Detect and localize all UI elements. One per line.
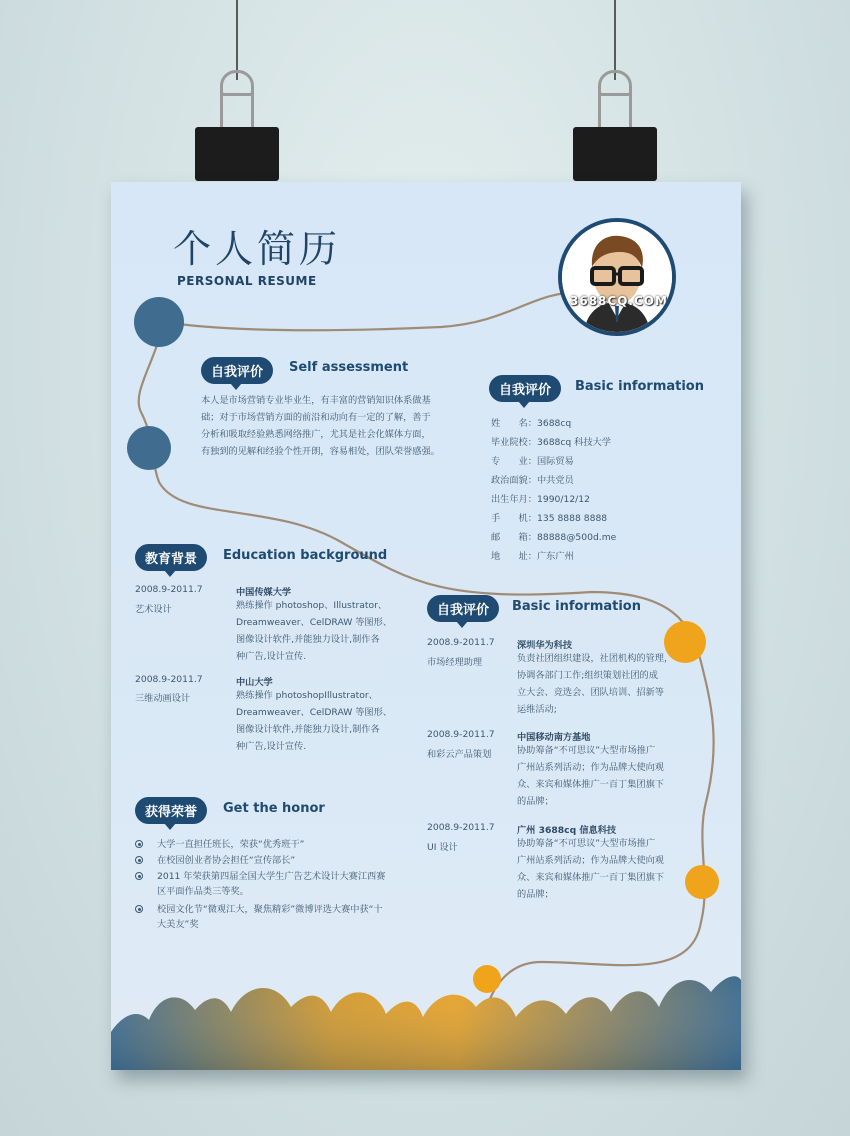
hanging-wire-right	[614, 0, 616, 80]
work-1-desc: 负责社团组织建设，社团机构的管理， 协调各部门工作;组织策划社团的成 立大会、竞选会、团队培训、招新等 运维活动;	[517, 653, 674, 715]
page-title: 个人简历	[173, 227, 342, 271]
work-3-desc: 协助筹备“不可思议”大型市场推广 广州站系列活动；作为品牌大使向观 众、来宾和媒体推广一百丁集团旗下 的品牌；	[517, 838, 664, 900]
education-1-major: 艺术设计	[135, 604, 172, 615]
basic-info-badge: 自我评价	[489, 375, 561, 402]
self-assessment-text: 本人是市场营销专业毕业生，有丰富的营销知识体系做基 础；对于市场营销方面的前沿和动向有一定的了解，善于 分析和吸取经验熟悉网络推广，尤其是社会化媒体方面， 有独到的见解和经验个性开朗，容易相处，团队荣誉感强。	[201, 395, 440, 457]
honor-item-1: 大学一直担任班长，荣获“优秀班干”	[135, 837, 405, 852]
info-row-name: 姓 名：3688cq	[491, 418, 572, 429]
bullet-icon	[135, 872, 143, 880]
avatar-illustration	[562, 222, 672, 332]
self-assessment-title: Self assessment	[289, 360, 409, 375]
work-3-company: 广州 3688cq 信息科技	[517, 825, 617, 836]
decor-circle-steel-2	[127, 426, 171, 470]
self-assessment-badge: 自我评价	[201, 357, 273, 384]
decor-circle-steel-1	[134, 297, 184, 347]
info-row-phone: 手 机：135 8888 8888	[491, 513, 608, 524]
bullet-icon	[135, 840, 143, 848]
work-3-role: UI 设计	[427, 842, 458, 853]
basic-info-title: Basic information	[575, 379, 704, 394]
bullet-icon	[135, 856, 143, 864]
info-row-major: 专 业：国际贸易	[491, 456, 574, 467]
decor-hills	[111, 962, 741, 1070]
education-1-desc: 熟练操作 photoshop、Illustrator、 Dreamweaver、CelDRAW 等图形、 图像设计软件,并能独力设计,制作各 种广告,设计宣传.	[236, 600, 392, 662]
honor-item-4: 校园文化节“微观江大，聚焦精彩”微博评选大赛中获“十 大美友”奖	[135, 902, 405, 932]
honor-item-2: 在校园创业者协会担任“宣传部长”	[135, 853, 405, 868]
page-subtitle: PERSONAL RESUME	[177, 274, 317, 288]
work-2-date: 2008.9-2011.7	[427, 729, 495, 740]
bullet-icon	[135, 905, 143, 913]
avatar-watermark: 3688CQ.COM	[570, 294, 668, 308]
work-3-date: 2008.9-2011.7	[427, 822, 495, 833]
work-2-company: 中国移动南方基地	[517, 732, 591, 743]
binder-clip-arm-left	[220, 92, 254, 132]
work-badge: 自我评价	[427, 595, 499, 622]
avatar	[558, 218, 676, 336]
honors-title: Get the honor	[223, 801, 325, 816]
education-2-school: 中山大学	[236, 677, 273, 688]
work-2-desc: 协助筹备“不可思议”大型市场推广 广州站系列活动；作为品牌大使向观 众、来宾和媒体推广一百丁集团旗下 的品牌；	[517, 745, 664, 807]
education-badge: 教育背景	[135, 544, 207, 571]
binder-clip-arm-right	[598, 92, 632, 132]
decor-circle-orange-2	[685, 865, 719, 899]
work-1-company: 深圳华为科技	[517, 640, 573, 651]
binder-clip-right	[573, 127, 657, 181]
binder-clip-left	[195, 127, 279, 181]
education-2-date: 2008.9-2011.7	[135, 674, 203, 685]
work-1-role: 市场经理助理	[427, 657, 483, 668]
work-1-date: 2008.9-2011.7	[427, 637, 495, 648]
info-row-email: 邮 箱：88888@500d.me	[491, 532, 617, 543]
resume-poster	[111, 182, 741, 1070]
info-row-politics: 政治面貌：中共党员	[491, 475, 574, 486]
work-title: Basic information	[512, 599, 641, 614]
work-2-role: 和彩云产品策划	[427, 749, 492, 760]
hanging-wire-left	[236, 0, 238, 80]
education-2-major: 三维动画设计	[135, 693, 191, 704]
education-1-school: 中国传媒大学	[236, 587, 292, 598]
honor-item-3: 2011 年荣获第四届全国大学生广告艺术设计大赛江西赛 区平面作品类三等奖。	[135, 869, 405, 899]
info-row-school: 毕业院校：3688cq 科技大学	[491, 437, 611, 448]
education-2-desc: 熟练操作 photoshopIllustrator、 Dreamweaver、CelDRAW 等图形、 图像设计软件,并能独力设计,制作各 种广告,设计宣传.	[236, 690, 392, 752]
honors-badge: 获得荣誉	[135, 797, 207, 824]
education-title: Education background	[223, 548, 388, 563]
education-1-date: 2008.9-2011.7	[135, 584, 203, 595]
info-row-birth: 出生年月：1990/12/12	[491, 494, 590, 505]
info-row-address: 地 址：广东广州	[491, 551, 574, 562]
